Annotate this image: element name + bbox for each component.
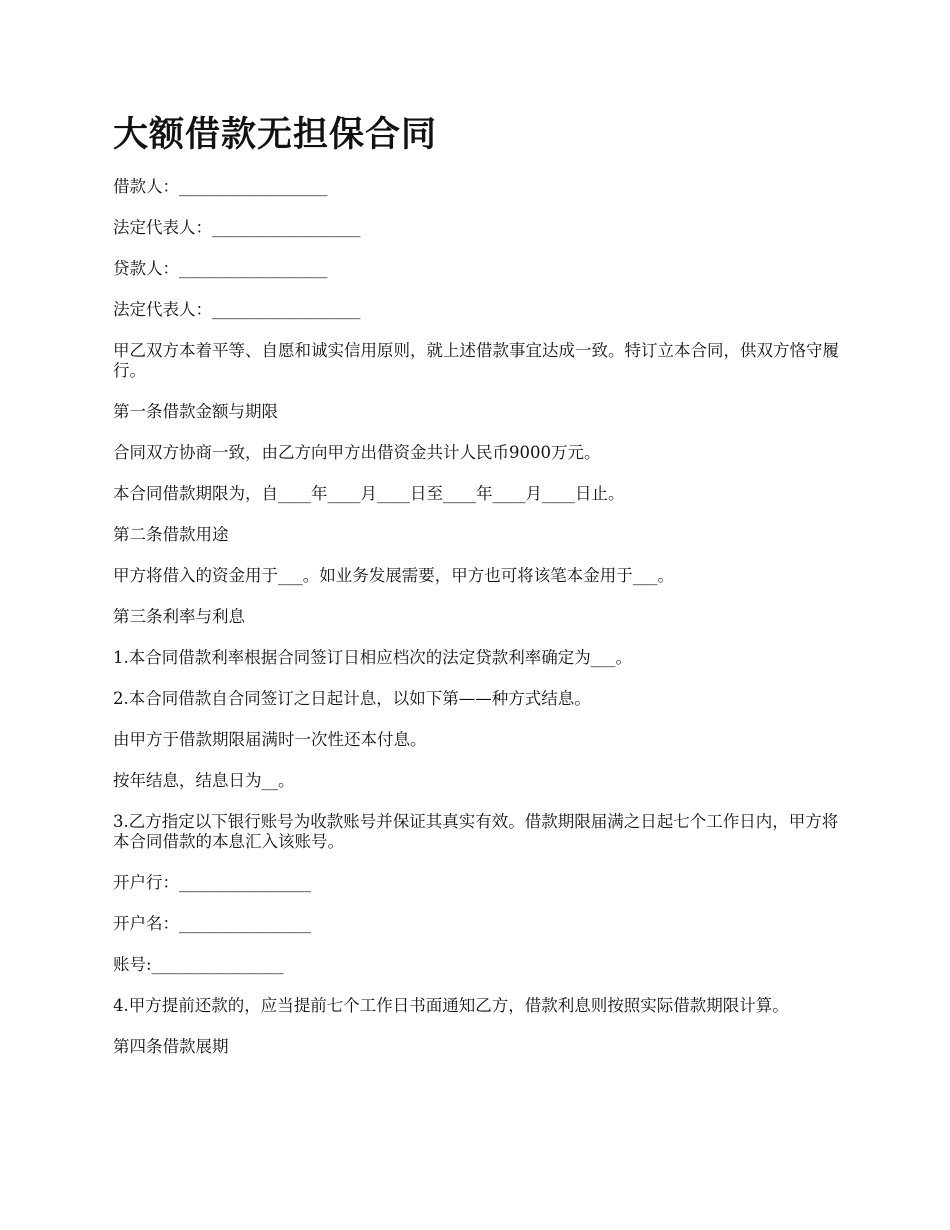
- lender-line: 贷款人：__________________: [113, 259, 328, 278]
- account-name-line: 开户名：________________: [113, 914, 311, 933]
- interest-method-paragraph: 2.本合同借款自合同签订之日起计息，以如下第——种方式结息。: [113, 689, 591, 708]
- article-2-heading: 第二条借款用途: [113, 525, 229, 544]
- annual-interest-paragraph: 按年结息，结息日为__。: [113, 771, 295, 790]
- lender-legal-rep-line: 法定代表人：__________________: [113, 300, 361, 319]
- interest-rate-paragraph: 1.本合同借款利率根据合同签订日相应档次的法定贷款利率确定为___。: [113, 648, 632, 667]
- article-3-heading: 第三条利率与利息: [113, 607, 245, 626]
- early-repayment-paragraph: 4.甲方提前还款的，应当提前七个工作日书面通知乙方，借款利息则按照实际借款期限计算。: [113, 996, 789, 1015]
- bank-name-line: 开户行：________________: [113, 873, 311, 892]
- document-title: 大额借款无担保合同: [113, 115, 438, 155]
- article-4-heading: 第四条借款展期: [113, 1037, 229, 1056]
- bank-account-paragraph: 3.乙方指定以下银行账号为收款账号并保证其真实有效。借款期限届满之日起七个工作日内，甲方将本合同借款的本息汇入该账号。: [113, 812, 839, 851]
- preamble-paragraph: 甲乙双方本着平等、自愿和诚实信用原则，就上述借款事宜达成一致。特订立本合同，供双方恪守履行。: [113, 341, 839, 380]
- borrower-line: 借款人：__________________: [113, 177, 328, 196]
- borrower-legal-rep-line: 法定代表人：__________________: [113, 218, 361, 237]
- article-1-heading: 第一条借款金额与期限: [113, 402, 278, 421]
- account-number-line: 账号:________________: [113, 955, 284, 974]
- loan-amount-paragraph: 合同双方协商一致，由乙方向甲方出借资金共计人民币9000万元。: [113, 443, 601, 462]
- loan-term-paragraph: 本合同借款期限为，自____年____月____日至____年____月____日止。: [113, 484, 625, 503]
- document-page: [113, 110, 843, 1078]
- lump-sum-repayment-paragraph: 由甲方于借款期限届满时一次性还本付息。: [113, 730, 427, 749]
- loan-purpose-paragraph: 甲方将借入的资金用于___。如业务发展需要，甲方也可将该笔本金用于___。: [113, 566, 674, 585]
